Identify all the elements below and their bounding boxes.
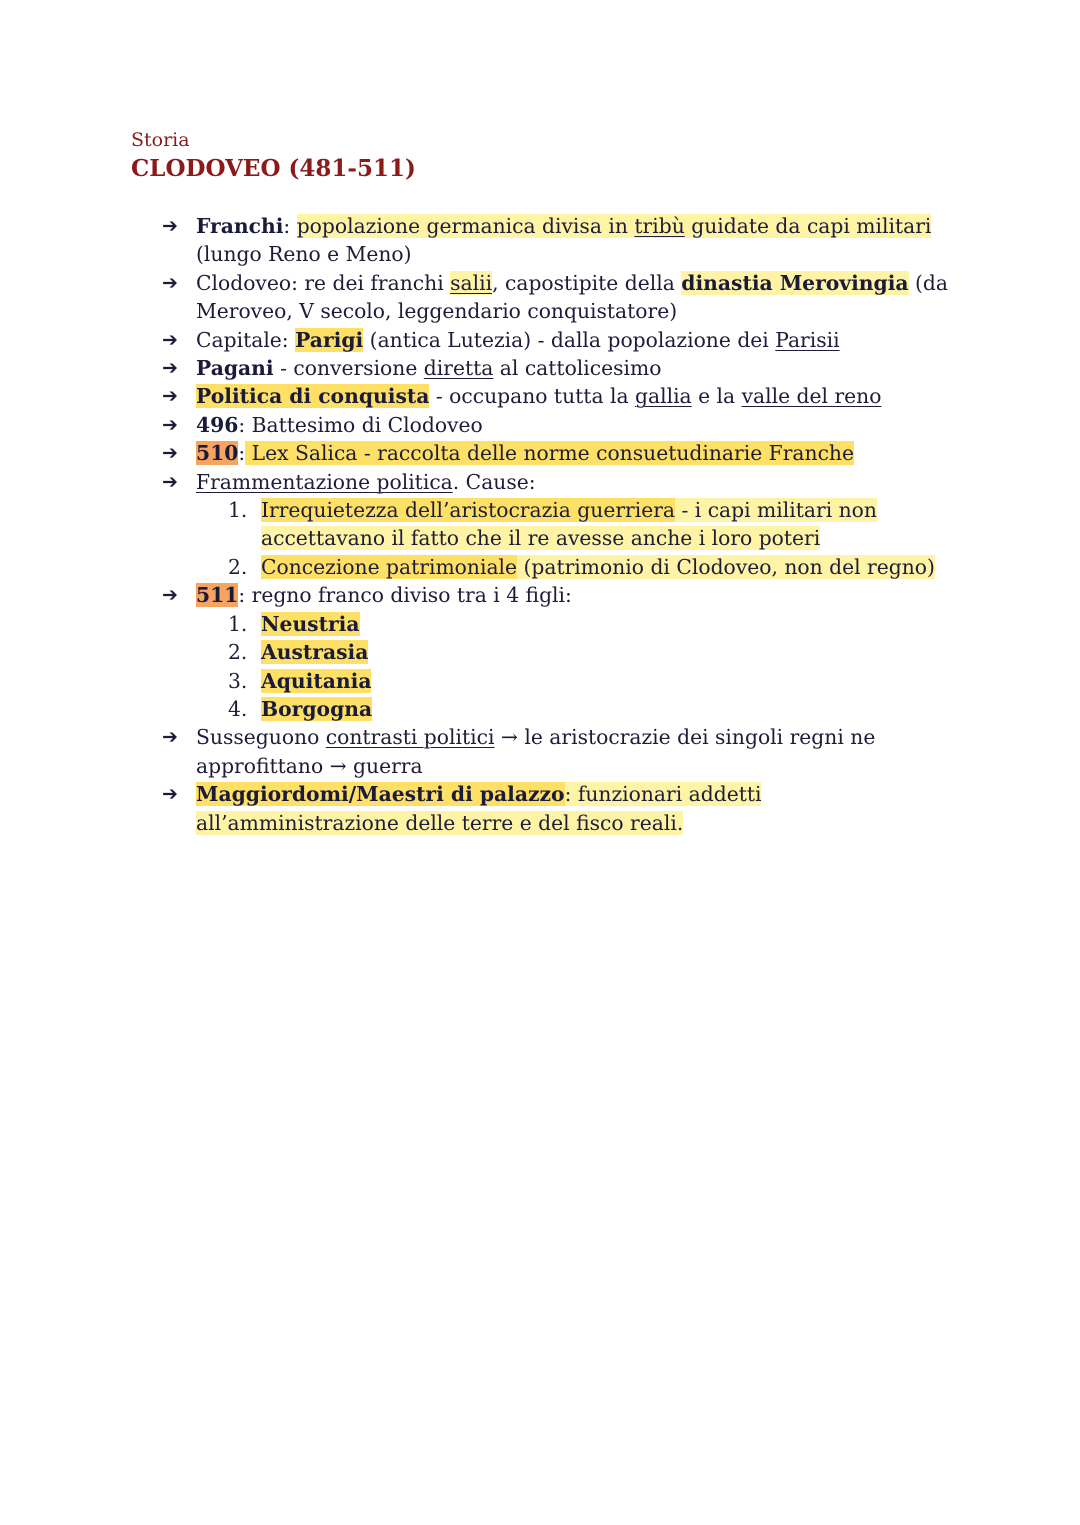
sub-list-item: 1. Neustria	[228, 611, 360, 636]
list-item: ➔ 496: Battesimo di Clodoveo	[0, 411, 1080, 439]
page-title: CLODOVEO (481-511)	[131, 155, 416, 182]
arrow-right-icon: ➔	[162, 470, 178, 493]
sub-list-item: 4. Borgogna	[228, 696, 373, 721]
arrow-right-icon: ➔	[162, 328, 178, 351]
list-item: ➔ Politica di conquista - occupano tutta la gallia e la valle del reno	[0, 382, 1080, 410]
list-item: ➔ 510: Lex Salica - raccolta delle norme consuetudinarie Franche	[0, 439, 1080, 467]
sub-list-item: 2. Concezione patrimoniale (patrimonio di Clodoveo, non del regno)	[228, 554, 935, 579]
list-item: ➔ Susseguono contrasti politici → le aristocrazie dei singoli regni ne approfittano → guerra	[162, 725, 876, 778]
subject-label: Storia	[131, 129, 190, 151]
sub-list-item: 3. Aquitania	[228, 668, 372, 693]
arrow-right-icon: ➔	[162, 726, 178, 749]
arrow-right-icon: ➔	[162, 584, 178, 607]
arrow-right-icon: ➔	[162, 783, 178, 806]
arrow-right-icon: ➔	[162, 215, 178, 237]
list-item: ➔ Clodoveo: re dei franchi salii, capostipite della dinastia Merovingia (da Meroveo, V secolo, leggendario conquistatore)	[162, 270, 948, 324]
list-item: ➔ Frammentazione politica. Cause:	[0, 468, 1080, 496]
list-item: ➔ Maggiordomi/Maestri di palazzo: funzionari addetti all’amministrazione delle terre e del fisco reali.	[162, 782, 762, 835]
sub-list-item: 2. Austrasia	[228, 640, 369, 665]
list-item: ➔ Pagani - conversione diretta al cattolicesimo	[0, 354, 1080, 382]
list-item: ➔ Franchi: popolazione germanica divisa in tribù guidate da capi militari (lungo Reno e Meno)	[162, 214, 932, 267]
arrow-right-icon: ➔	[162, 271, 178, 294]
arrow-right-icon: ➔	[162, 413, 178, 436]
sub-list-item: 1. Irrequietezza dell’aristocrazia guerriera - i capi militari non accettavano il fatto che il re avesse anche i loro poteri	[228, 498, 877, 551]
arrow-right-icon: ➔	[162, 442, 178, 465]
list-item: ➔ Capitale: Parigi (antica Lutezia) - dalla popolazione dei Parisii	[0, 326, 1080, 354]
notes-list	[0, 212, 1080, 837]
arrow-right-icon: ➔	[162, 385, 178, 408]
list-item: ➔ 511: regno franco diviso tra i 4 figli:	[0, 581, 1080, 609]
arrow-right-icon: ➔	[162, 357, 178, 380]
